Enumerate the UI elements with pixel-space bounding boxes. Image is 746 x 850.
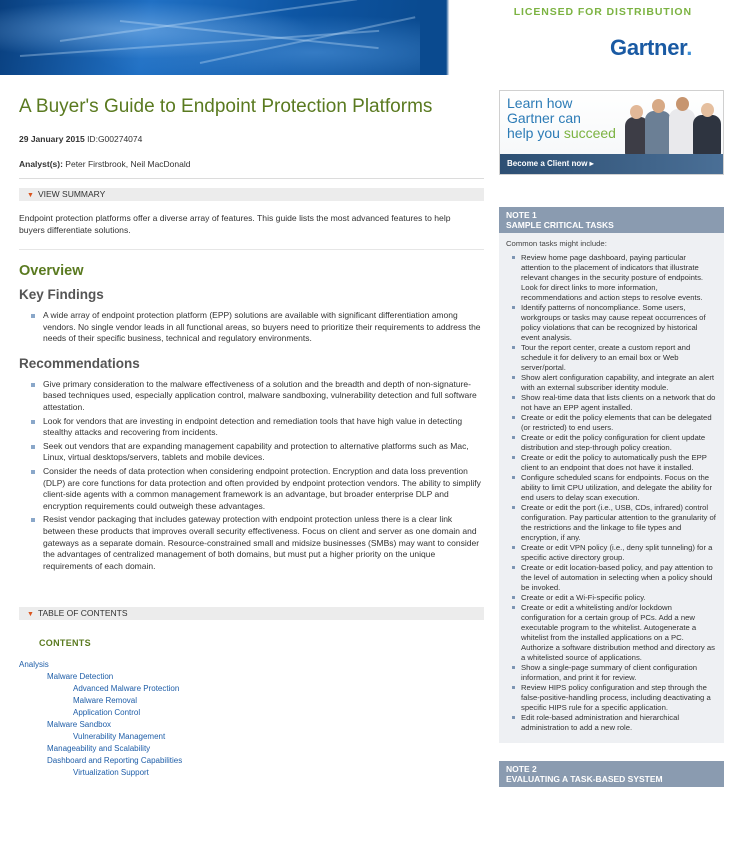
list-item: Configure scheduled scans for endpoints. Focus on the ability to limit CPU utilization, and delegate the ability for end users to delay scan execution. xyxy=(506,473,717,503)
toc-link[interactable]: Advanced Malware Protection xyxy=(73,684,180,694)
toc-link[interactable]: Application Control xyxy=(73,708,141,718)
note-1-body xyxy=(499,233,724,743)
licensed-label: LICENSED FOR DISTRIBUTION xyxy=(513,6,692,18)
list-item: Seek out vendors that are expanding management capability and protection to alternative platforms such as Mac, Linux, virtual desktops/servers, tablets and mobile devices. xyxy=(19,441,484,464)
note-1-header: NOTE 1 SAMPLE CRITICAL TASKS xyxy=(499,207,724,233)
list-item: Create or edit the port (i.e., USB, CDs, infrared) control configuration. Pay particular attention to the granularity of the restrictions and the linkage to file types and encryption, if any. xyxy=(506,503,717,543)
summary-text: Endpoint protection platforms offer a diverse array of features. This guide lists the most advanced features to help buyers differentiate solutions. xyxy=(19,213,451,235)
key-findings-list xyxy=(19,310,484,345)
become-client-link[interactable]: Become a Client now ▸ xyxy=(500,154,723,174)
list-item: Edit role-based administration and hierarchical administration to add a new role. xyxy=(506,713,717,733)
list-item: Create or edit location-based policy, and pay attention to the level of automation in selecting when a policy should be invoked. xyxy=(506,563,717,593)
toc-link[interactable]: Analysis xyxy=(19,660,49,670)
list-item: Show alert configuration capability, and integrate an alert with an external subscriber identity module. xyxy=(506,373,717,393)
note-2-header: NOTE 2 EVALUATING A TASK-BASED SYSTEM xyxy=(499,761,724,787)
analysts: Analyst(s): Peter Firstbrook, Neil MacDonald xyxy=(19,159,191,169)
toc-link[interactable]: Malware Removal xyxy=(73,696,138,706)
banner-graphic xyxy=(0,0,420,75)
publish-date: 29 January 2015 xyxy=(19,134,85,144)
list-item: Create or edit VPN policy (i.e., deny split tunneling) for a specific active directory group. xyxy=(506,543,717,563)
note-intro: Common tasks might include: xyxy=(506,239,607,248)
list-item: Create or edit a whitelisting and/or lockdown configuration for a certain group of PCs. Add a new executable program to the whitelist. Autogenerate a whitelist from the installed applications on a PC. Authorize a software distribution method and directory as a whitelisted source of applications. xyxy=(506,603,717,663)
list-item: Review HIPS policy configuration and step through the false-positive-handling process, including deactivating a specific HIPS rule for a specific application. xyxy=(506,683,717,713)
list-item: Create or edit the policy configuration for client update distribution and step-through policy creation. xyxy=(506,433,717,453)
header-banner xyxy=(0,0,746,75)
key-findings-heading: Key Findings xyxy=(19,287,104,302)
triangle-down-icon: ▼ xyxy=(27,192,34,199)
toc-link[interactable]: Vulnerability Management xyxy=(73,732,166,742)
main-content xyxy=(19,96,484,779)
list-item: Consider the needs of data protection when considering endpoint protection. Encryption and data loss prevention (DLP) are core functions for data protection and often provided by endpoint protection vendors. The ability to simplify client-side agents with a common management framework is an advantage, but broader enterprise DLP and encryption requirements could outweigh these advantages. xyxy=(19,466,484,512)
list-item: A wide array of endpoint protection platform (EPP) solutions are available with significant differentiation among vendors. No single vendor leads in all functional areas, so buyers need to prioritize their requirements to address the needs of their specific business, technical and regulatory environments. xyxy=(19,310,484,345)
list-item: Review home page dashboard, paying particular attention to the placement of indicators that illustrate relevant changes in the security posture of endpoints. Look for direct links to more information, recommendations and action steps to resolve events. xyxy=(506,253,717,303)
overview-heading: Overview xyxy=(19,263,84,279)
list-item: Give primary consideration to the malware effectiveness of a solution and the breadth and depth of non-signature-based techniques used, especially application control, malware sandboxing, vulnerability detection and full software attestation. xyxy=(19,379,484,414)
ad-headline: Learn how Gartner can help you succeed xyxy=(507,95,616,141)
list-item: Create or edit the policy elements that can be delegated (or restricted) to end users. xyxy=(506,413,717,433)
toc-link[interactable]: Virtualization Support xyxy=(73,768,149,778)
sidebar xyxy=(499,90,724,787)
list-item: Show real-time data that lists clients on a network that do not have an EPP agent installed. xyxy=(506,393,717,413)
tasks-list xyxy=(506,253,717,733)
ad-people-photo xyxy=(625,95,723,155)
list-item: Resist vendor packaging that includes gateway protection with endpoint protection unless there is a clear link between these products that improves overall security effectiveness. Focus on client and server as one domain and gateways as a separate domain. Resource-constrained small and midsize businesses (SMBs) may want to consider the advantages of centralized management of both domains, but must put a higher priority on the unique requirements of each domain. xyxy=(19,514,484,572)
list-item: Create or edit a Wi-Fi-specific policy. xyxy=(506,593,717,603)
list-item: Look for vendors that are investing in endpoint detection and remediation tools that have high value in detecting stealthy attacks and recovering from incidents. xyxy=(19,416,484,439)
toc-link[interactable]: Malware Sandbox xyxy=(47,720,112,730)
document-id: G00274074 xyxy=(97,134,143,144)
toc-list xyxy=(19,659,484,779)
divider xyxy=(19,178,484,179)
view-summary-toggle[interactable]: ▼ VIEW SUMMARY xyxy=(19,188,484,201)
contents-label: CONTENTS xyxy=(39,638,91,649)
table-of-contents-toggle[interactable]: ▼ TABLE OF CONTENTS xyxy=(19,607,484,620)
recommendations-list xyxy=(19,379,484,573)
gartner-ad-banner[interactable] xyxy=(499,90,724,175)
recommendations-heading: Recommendations xyxy=(19,355,140,371)
toc-link[interactable]: Malware Detection xyxy=(47,672,114,682)
gartner-logo[interactable]: Gartner. xyxy=(610,35,692,60)
divider xyxy=(19,249,484,250)
list-item: Show a single-page summary of client configuration information, and print it for review. xyxy=(506,663,717,683)
list-item: Create or edit the policy to automatically push the EPP client to an endpoint that does not have it installed. xyxy=(506,453,717,473)
list-item: Identify patterns of noncompliance. Some users, workgroups or tasks may cause repeat occurrences of policy violations that can be recognized by historical event analysis. xyxy=(506,303,717,343)
document-title: A Buyer's Guide to Endpoint Protection Platforms xyxy=(19,96,433,117)
document-meta: 29 January 2015 ID:G00274074 xyxy=(19,134,143,144)
toc-link[interactable]: Dashboard and Reporting Capabilities xyxy=(47,756,183,766)
triangle-down-icon: ▼ xyxy=(27,611,34,619)
toc-link[interactable]: Manageability and Scalability xyxy=(47,744,151,754)
list-item: Tour the report center, create a custom report and schedule it for delivery to an email box or Web server/portal. xyxy=(506,343,717,373)
